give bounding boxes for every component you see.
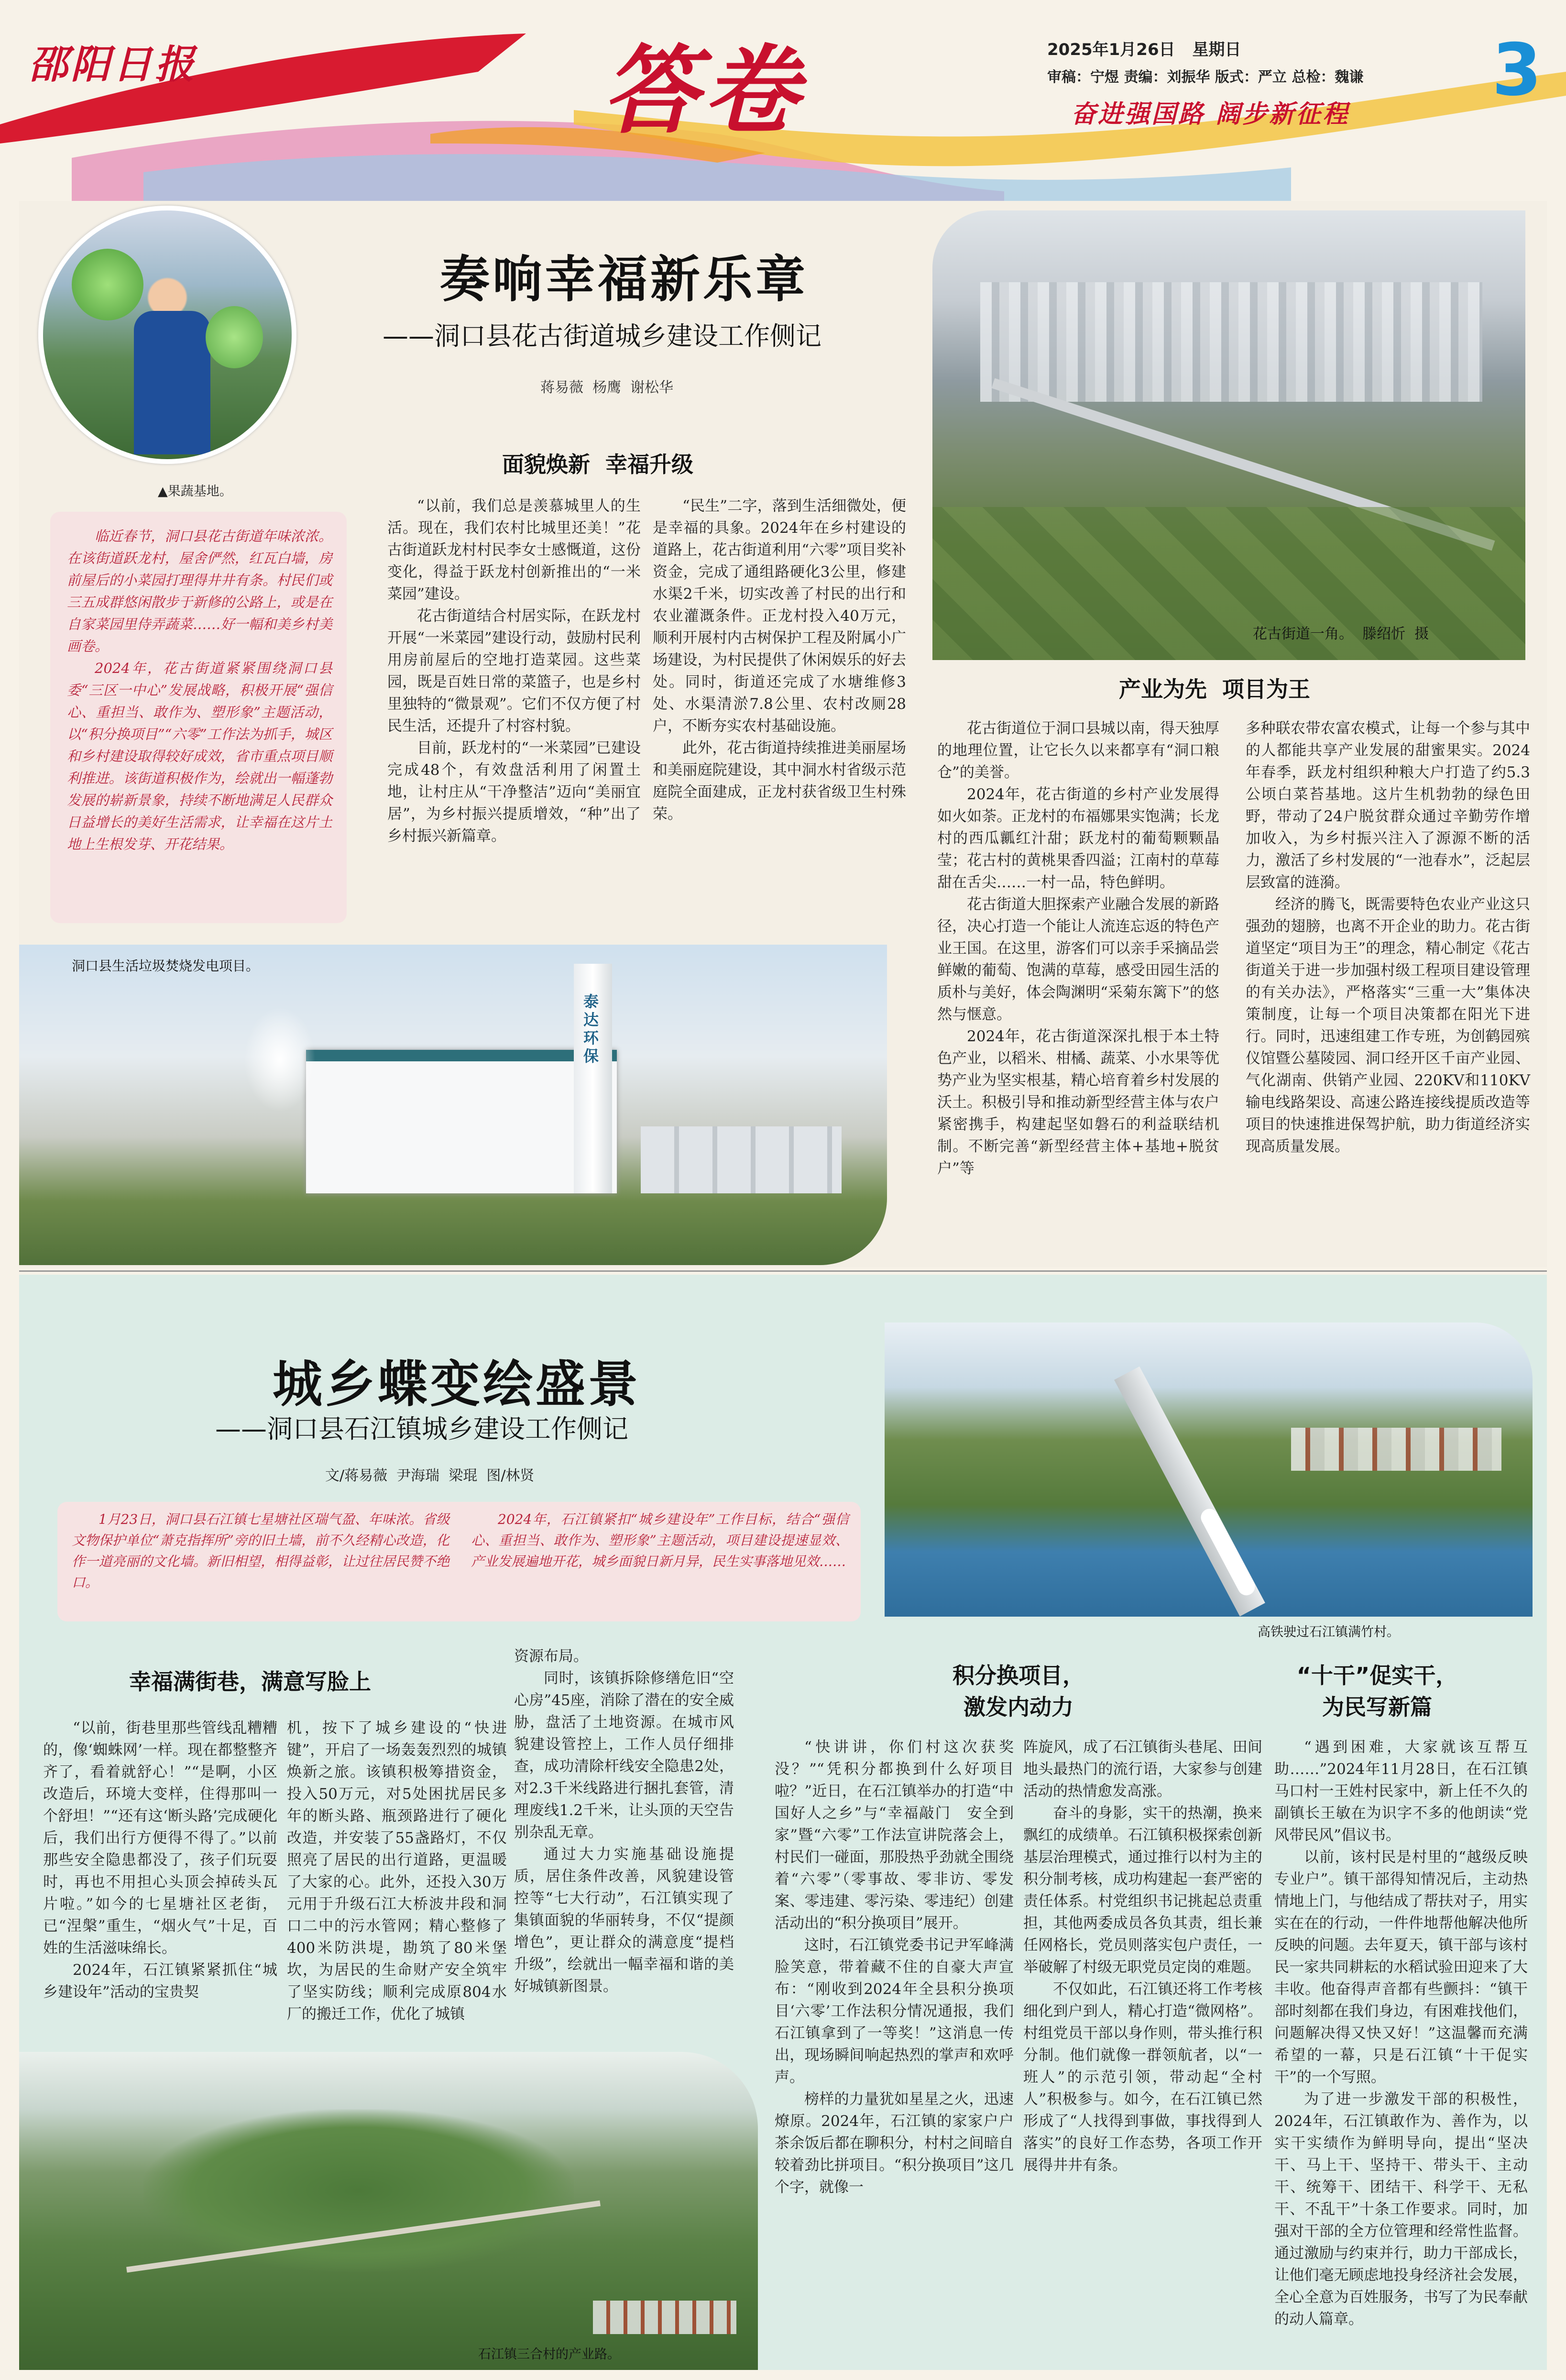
article1-col2-p1: “民生”二字，落到生活细微处，便是幸福的具象。2024年在乡村建设的道路上，花古街道利用“六零”项目奖补资金，完成了通组路硬化3公里，修建水渠2千米，切实改善了村民的出行和农业灌溉条件。正龙村投入40万元，顺利开展村内古树保护工程及附属小广场建设，为村民提供了休闲娱乐的好去处。同时，街道还完成了水塘维修3处、水渠清淤7.8公里、农村改厕28户，不断夯实农村基础设施。 <box>653 497 906 735</box>
portrait-caption: ▲果蔬基地。 <box>158 484 232 499</box>
article1-subtitle: ——洞口县花古街道城乡建设工作侧记 <box>383 321 821 351</box>
article2-column4 <box>775 1736 1014 2198</box>
article2-col4-p2: 这时，石江镇党委书记尹军峰满脸笑意，带着藏不住的自豪大声宣布：“刚收到2024年全县积分换项目‘六零’工作法积分情况通报，我们石江镇拿到了一等奖！”这消息一传出，现场瞬间响起热烈的掌声和欢呼声。 <box>775 1937 1014 2086</box>
article1-section1-heading: 面貌焕新 幸福升级 <box>502 452 694 477</box>
article2-col3-p1: 资源布局。 <box>514 1648 588 1665</box>
article1-col1-p3: 目前，跃龙村的“一米菜园”已建设完成48个，有效盘活利用了闲置土地，让村庄从“干净整洁”迈向“美丽宜居”，为乡村振兴提质增效，“种”出了乡村振兴新篇章。 <box>387 739 641 845</box>
article2-title: 城乡蝶变绘盛景 <box>273 1355 641 1413</box>
article1-byline: 蒋易薇 杨鹰 谢松华 <box>540 379 674 396</box>
village-houses <box>1291 1428 1501 1471</box>
article2-col2-p1: 机，按下了城乡建设的“快进键”，开启了一场轰轰烈烈的城镇焕新之旅。该镇积极筹措资金，投入50万元，对5处困扰居民多年的断头路、瓶颈路进行了硬化改造，并安装了55盏路灯，不仅照亮了居民的出行道路，更温暖了大家的心。此外，还投入30万元用于升级石江大桥波井段和洞口二中的污水管网；精心整修了400米防洪堤，勘筑了80米堡坎，为居民的生命财产安全筑牢了坚实防线；顺利完成原804水厂的搬迁工作，优化了城镇 <box>287 1719 507 2023</box>
masthead <box>0 0 1566 201</box>
city-buildings <box>980 282 1482 402</box>
editorial-credits: 审稿：宁煜 责编：刘振华 版式：严立 总检：魏谦 <box>1047 69 1364 86</box>
article2-column2 <box>287 1717 507 2025</box>
article1-col3-p3: 花古街道大胆探索产业融合发展的新路径，决心打造一个能让人流连忘返的特色产业王国。在这里，游客们可以亲手采摘品尝鲜嫩的葡萄、饱满的草莓，感受田园生活的质朴与美好，体会陶渊明“采菊东篱下”的悠然与惬意。 <box>937 896 1219 1023</box>
plant-side-buildings <box>641 1126 842 1193</box>
article2-column3 <box>514 1645 734 1997</box>
section-title: 答卷 <box>602 34 804 147</box>
article1-intro-p2: 2024年，花古街道紧紧围绕洞口县委“三区一中心”发展战略，积极开展“强信心、重担当、敢作为、塑形象”主题活动，以“积分换项目”“六零”工作法为抓手，城区和乡村建设取得较好成效，省市重点项目顺利推进。该街道积极作为，绘就出一幅蓬勃发展的崭新景象，持续不断地满足人民群众日益增长的美好生活需求，让幸福在这片土地上生根发芽、开花结果。 <box>67 660 332 852</box>
paper-name-logo: 邵阳日报 <box>29 42 197 88</box>
article2-intro-left <box>72 1509 449 1593</box>
article2-col4-p3: 榜样的力量犹如星星之火，迅速燎原。2024年，石江镇的家家户户茶余饭后都在聊积分，村村之间暗自较着劲比拼项目。“积分换项目”这几个字，就像一 <box>775 2091 1014 2196</box>
vegetable-bunch <box>72 249 143 320</box>
plant-steam <box>244 1007 316 1112</box>
issue-date <box>1047 36 1241 60</box>
article2-col3-p2: 同时，该镇拆除修缮危旧“空心房”45座，消除了潜在的安全威胁，盘活了土地资源。在城市风貌建设管控上，工作人员仔细排查，成功清除杆线安全隐患2处，对2.3千米线路进行捆扎套管，清理废线1.2千米，让头顶的天空告别杂乱无章。 <box>514 1670 734 1841</box>
page-number: 3 <box>1492 29 1542 112</box>
article1-section2-heading: 产业为先 项目为王 <box>1119 676 1311 702</box>
plant-photo-caption: 洞口县生活垃圾焚烧发电项目。 <box>72 958 260 974</box>
article2-section2-heading-line2: 激发内动力 <box>964 1694 1073 1720</box>
article2-section2-heading <box>899 1660 1138 1723</box>
article1-column3 <box>937 717 1219 1179</box>
article1-column2 <box>653 495 906 825</box>
slogan: 奋进强国路 阔步新征程 <box>1071 99 1350 129</box>
article1-intro <box>67 525 332 855</box>
article2-col1-p2: 2024年，石江镇紧紧抓住“城乡建设年”活动的宝贵契 <box>43 1961 277 2001</box>
village-photo-caption: 石江镇三合村的产业路。 <box>478 2347 620 2362</box>
article2-section3-heading-line2: 为民写新篇 <box>1322 1694 1432 1720</box>
article2-col5-p3: 不仅如此，石江镇还将工作考核细化到户到人，精心打造“微网格”。村组党员干部以身作则，带头推行积分制。他们就像一群领航者，以“一班人”的示范引领，带动起“全村人”积极参与。如今，在石江镇已然形成了“人找得到事做，事找得到人落实”的良好工作态势，各项工作开展得井井有条。 <box>1023 1981 1262 2174</box>
city-fields <box>932 507 1525 660</box>
article1-col4-p2: 经济的腾飞，既需要特色农业产业这只强劲的翅膀，也离不开企业的助力。花古街道坚定“项目为王”的理念，精心制定《花古街道关于进一步加强村级工程项目建设管理的有关办法》，严格落实“三重一大”集体决策制度，让每一个项目决策都在阳光下进行。同时，迅速组建工作专班，为创鹤园殡仪馆暨公墓陵园、洞口经开区千亩产业园、气化湖南、供销产业园、220KV和110KV输电线路架设、高速公路连接线提质改造等项目的快速推进保驾护航，助力街道经济实现高质量发展。 <box>1246 896 1530 1155</box>
article2-col6-p2: 以前，该村民是村里的“越级反映专业户”。镇干部得知情况后，主动热情地上门，与他结成了帮扶对子，用实实在在的行动，一件件地帮他解决他所反映的问题。去年夏天，镇干部与该村民一家共同耕耘的水稻试验田迎来了大丰收。他奋得声音都有些颤抖：“镇干部时刻都在我们身边，有困难找他们，问题解决得又快又好！”这温馨而充满希望的一幕，只是石江镇“十干促实干”的一个写照。 <box>1274 1849 1528 2086</box>
article2-col6-p3: 为了进一步激发干部的积极性，2024年，石江镇敢作为、善作为，以实干实绩作为鲜明导向，提出“坚决干、马上干、坚持干、带头干、主动干、统筹干、团结干、科学干、无私干、不乱干”十条工作要求。同时，加强对干部的全方位管理和经常性监督。通过激励与约束并行，助力干部成长，让他们毫无顾虑地投身经济社会发展，全心全意为百姓服务，书写了为民奉献的动人篇章。 <box>1274 2091 1528 2328</box>
article2-byline: 文/蒋易薇 尹海瑞 梁琨 图/林贤 <box>325 1467 535 1484</box>
plant-roof-stripe <box>306 1050 617 1061</box>
city-aerial-photo <box>932 210 1525 660</box>
village-cluster <box>593 2301 736 2334</box>
farmer-figure <box>134 311 210 454</box>
article1-column4 <box>1246 717 1530 1157</box>
date-text: 2025年1月26日 <box>1047 40 1175 59</box>
article1-intro-p1: 临近春节，洞口县花古街道年味浓浓。在该街道跃龙村，屋舍俨然，红瓦白墙，房前屋后的小菜园打理得井井有条。村民们或三五成群悠闲散步于新修的公路上，或是在自家菜园里侍弄蔬菜……好一幅和美乡村美画卷。 <box>67 528 332 654</box>
article2-col1-p1: “以前，街巷里那些管线乱糟糟的，像‘蜘蛛网’一样。现在都整整齐齐了，看着就舒心！”“是啊，小区改造后，环境大变样，住得那叫一个舒坦！”“还有这‘断头路’完成硬化后，我们出行方便得不得了。”以前那些安全隐患都没了，孩子们玩耍时，再也不用担心头顶会掉砖头瓦片啦。”如今的七星塘社区老街，已“涅槃”重生，“烟火气”十足，百姓的生活滋味绵长。 <box>43 1719 277 1957</box>
article2-intro-left-p: 1月23日，洞口县石江镇七星塘社区瑞气盈、年味浓。省级文物保护单位“萧克指挥所”旁的旧土墙，前不久经精心改造，化作一道亮丽的文化墙。新旧相望，相得益彰，让过往居民赞不绝口。 <box>72 1511 449 1590</box>
article2-column1 <box>43 1717 277 2003</box>
article2-col5-p1: 阵旋风，成了石江镇街头巷尾、田间地头最热门的流行语，大家参与创建活动的热情愈发高涨。 <box>1023 1739 1262 1800</box>
plant-sign-text: 泰达环保 <box>583 992 599 1065</box>
article1-col1-p1: “以前，我们总是羡慕城里人的生活。现在，我们农村比城里还美！”花古街道跃龙村村民李女士感慨道，这份变化，得益于跃龙村创新推出的“一米菜园”建设。 <box>387 497 641 603</box>
power-plant-photo <box>19 945 887 1265</box>
article1-col3-p1: 花古街道位于洞口县城以南，得天独厚的地理位置，让它长久以来都享有“洞口粮仓”的美誉。 <box>937 720 1219 781</box>
article-divider <box>19 1270 1547 1272</box>
article1-col3-p2: 2024年，花古街道的乡村产业发展得如火如荼。正龙村的布福娜果实饱满；长龙村的西瓜瓤红汁甜；跃龙村的葡萄颗颗晶莹；花古村的黄桃果香四溢；江南村的草莓甜在舌尖……一村一品，特色鲜明。 <box>937 786 1219 891</box>
article2-col5-p2: 奋斗的身影，实干的热潮，换来飘红的成绩单。石江镇积极探索创新基层治理模式，通过推行以村为主的积分制考核，成功构建起一套严密的责任体系。村党组织书记挑起总责重担，其他两委成员各负其责，组长兼任网格长，党员则落实包户责任，一举破解了村级无职党员定岗的难题。 <box>1023 1805 1262 1976</box>
article1-col2-p2: 此外，花古街道持续推进美丽屋场和美丽庭院建设，其中洞水村省级示范庭院全面建成，正龙村获省级卫生村殊荣。 <box>653 739 906 823</box>
train-bridge-photo <box>885 1322 1533 1617</box>
weekday-text: 星期日 <box>1192 40 1241 59</box>
article2-col6-p1: “遇到困难，大家就该互帮互助……”2024年11月28日，在石江镇马口村一王姓村民家中，新上任不久的副镇长王敏在为识字不多的他朗读“党风带民风”倡议书。 <box>1274 1739 1528 1844</box>
article2-intro-right-p: 2024年，石江镇紧扣“城乡建设年”工作目标，结合“强信心、重担当、敢作为、塑形象”主题活动，项目建设提速显效、产业发展遍地开花，城乡面貌日新月异，民生实事落地见效…… <box>471 1511 849 1569</box>
city-photo-caption: 花古街道一角。 滕绍忻 摄 <box>1253 626 1429 642</box>
article2-section2-heading-line1: 积分换项目， <box>953 1663 1084 1688</box>
article2-section1-heading: 幸福满街巷，满意写脸上 <box>129 1669 371 1695</box>
article1-col4-p1: 多种联农带农富农模式，让每一个参与其中的人都能共享产业发展的甜蜜果实。2024年春季，跃龙村组织种粮大户打造了约5.3公顷白菜苔基地。这片生机勃勃的绿色田野，带动了24户脱贫群众通过辛勤劳作增加收入，为乡村振兴注入了源源不断的活力，激活了乡村发展的“一池春水”，泛起层层致富的涟漪。 <box>1246 720 1530 891</box>
article2-subtitle: ——洞口县石江镇城乡建设工作侧记 <box>215 1414 628 1444</box>
village-hill <box>143 2109 574 2272</box>
train-photo-caption: 高铁驶过石江镇满竹村。 <box>1258 1625 1400 1640</box>
article2-col4-p1: “快讲讲，你们村这次获奖没？”“凭积分都换到什么好项目啦？”近日，在石江镇举办的打造“中国好人之乡”与“幸福敲门 安全到家”暨“六零”工作法宣讲院落会上，村民们一碰面，那股热乎劲就全围绕着“六零”（零事故、零非访、零发案、零违建、零污染、零违纪）创建活动出的“积分换项目”展开。 <box>775 1739 1014 1932</box>
article2-col3-p3: 通过大力实施基础设施提质，居住条件改善，风貌建设管控等“七大行动”，石江镇实现了集镇面貌的华丽转身，不仅“提颜增色”，更让群众的满意度“提档升级”，绘就出一幅幸福和谐的美好城镇新图景。 <box>514 1846 734 1995</box>
village-road-photo <box>19 2052 758 2370</box>
article2-section3-heading-line1: “十干”促实干， <box>1296 1663 1458 1688</box>
article1-title: 奏响幸福新乐章 <box>440 250 809 309</box>
article1-column1 <box>387 495 641 847</box>
vegetable-bunch-right <box>206 306 263 368</box>
article2-section3-heading <box>1258 1660 1497 1723</box>
article2-column5 <box>1023 1736 1262 2176</box>
article2-column6 <box>1274 1736 1528 2330</box>
article2-intro-right <box>471 1509 849 1572</box>
article1-col3-p4: 2024年，花古街道深深扎根于本土特色产业，以稻米、柑橘、蔬菜、小水果等优势产业为坚实根基，精心培育着乡村发展的沃土。积极引导和推动新型经营主体与农户紧密携手，构建起坚如磐石的利益联结机制。不断完善“新型经营主体+基地+脱贫户”等 <box>937 1028 1219 1177</box>
portrait-photo <box>38 206 296 464</box>
plant-main-building <box>306 1050 617 1193</box>
article1-col1-p2: 花古街道结合村居实际，在跃龙村开展“一米菜园”建设行动，鼓励村民利用房前屋后的空地打造菜园。这些菜园，既是百姓日常的菜篮子，也是乡村里独特的“微景观”。它们不仅方便了村民生活，还提升了村容村貌。 <box>387 607 641 735</box>
